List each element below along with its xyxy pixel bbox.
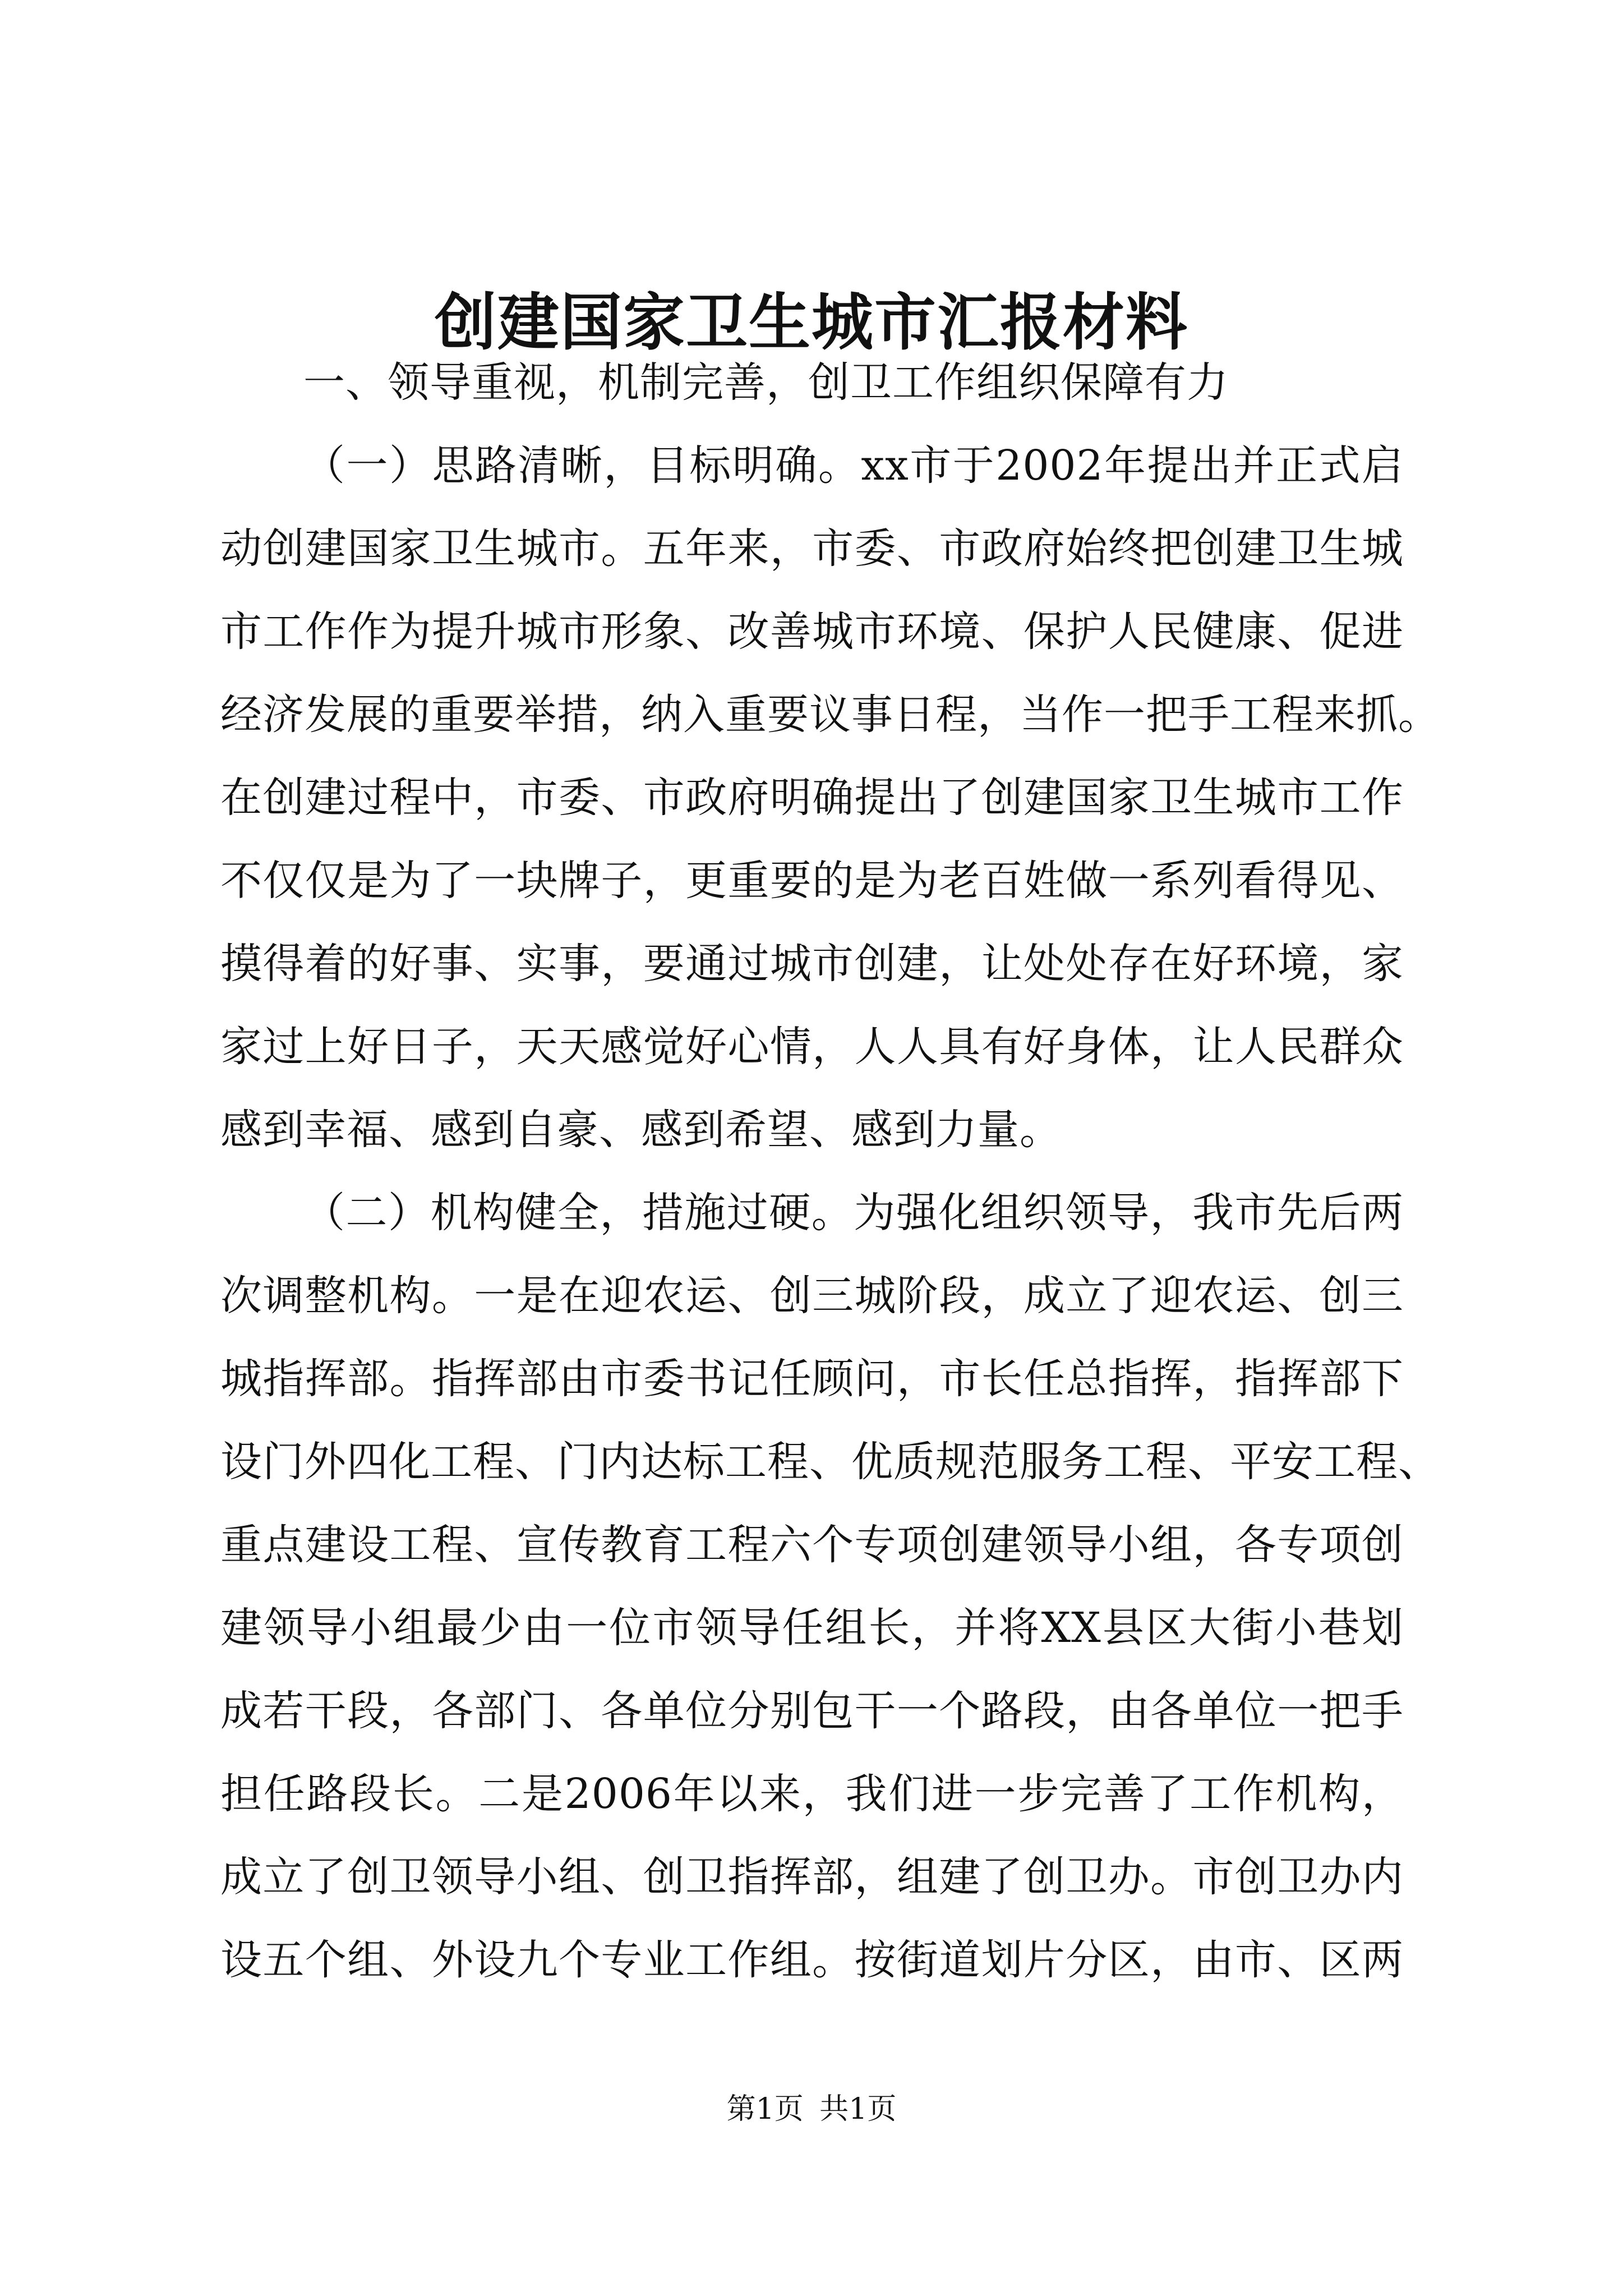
body-line: 市工作作为提升城市形象、改善城市环境、保护人民健康、促进 xyxy=(220,608,1404,656)
body-line: 不仅仅是为了一块牌子，更重要的是为老百姓做一系列看得见、 xyxy=(220,857,1404,905)
section-heading: 一、领导重视，机制完善，创卫工作组织保障有力 xyxy=(303,358,1229,407)
body-line: 建领导小组最少由一位市领导任组长，并将XX县区大街小巷划 xyxy=(220,1604,1404,1652)
body-line: 摸得着的好事、实事，要通过城市创建，让处处存在好环境，家 xyxy=(220,940,1404,988)
body-line: 动创建国家卫生城市。五年来，市委、市政府始终把创建卫生城 xyxy=(220,524,1404,573)
body-line: （一）思路清晰，目标明确。xx市于2002年提出并正式启 xyxy=(303,441,1404,490)
body-line: （二）机构健全，措施过硬。为强化组织领导，我市先后两 xyxy=(303,1189,1404,1237)
body-line: 在创建过程中，市委、市政府明确提出了创建国家卫生城市工作 xyxy=(220,774,1404,822)
document-title: 创建国家卫生城市汇报材料 xyxy=(435,286,1188,358)
body-line: 担任路段长。二是2006年以来，我们进一步完善了工作机构， xyxy=(220,1770,1404,1818)
body-line: 成若干段，各部门、各单位分别包干一个路段，由各单位一把手 xyxy=(220,1687,1404,1735)
body-line: 设五个组、外设九个专业工作组。按街道划片分区，由市、区两 xyxy=(220,1936,1404,1984)
page-total: 共1页 xyxy=(819,2092,897,2126)
document-body xyxy=(220,341,1440,2001)
body-line: 城指挥部。指挥部由市委书记任顾问，市长任总指挥，指挥部下 xyxy=(220,1355,1404,1403)
body-line: 经济发展的重要举措，纳入重要议事日程，当作一把手工程来抓。 xyxy=(220,691,1440,739)
body-line: 感到幸福、感到自豪、感到希望、感到力量。 xyxy=(220,1106,1062,1154)
body-line: 家过上好日子，天天感觉好心情，人人具有好身体，让人民群众 xyxy=(220,1023,1404,1071)
body-line: 成立了创卫领导小组、创卫指挥部，组建了创卫办。市创卫办内 xyxy=(220,1853,1404,1901)
body-line: 设门外四化工程、门内达标工程、优质规范服务工程、平安工程、 xyxy=(220,1438,1440,1486)
page-number: 第1页 xyxy=(726,2092,804,2126)
page-footer xyxy=(0,2087,1623,2132)
body-line: 重点建设工程、宣传教育工程六个专项创建领导小组，各专项创 xyxy=(220,1521,1404,1569)
body-line: 次调整机构。一是在迎农运、创三城阶段，成立了迎农运、创三 xyxy=(220,1272,1404,1320)
